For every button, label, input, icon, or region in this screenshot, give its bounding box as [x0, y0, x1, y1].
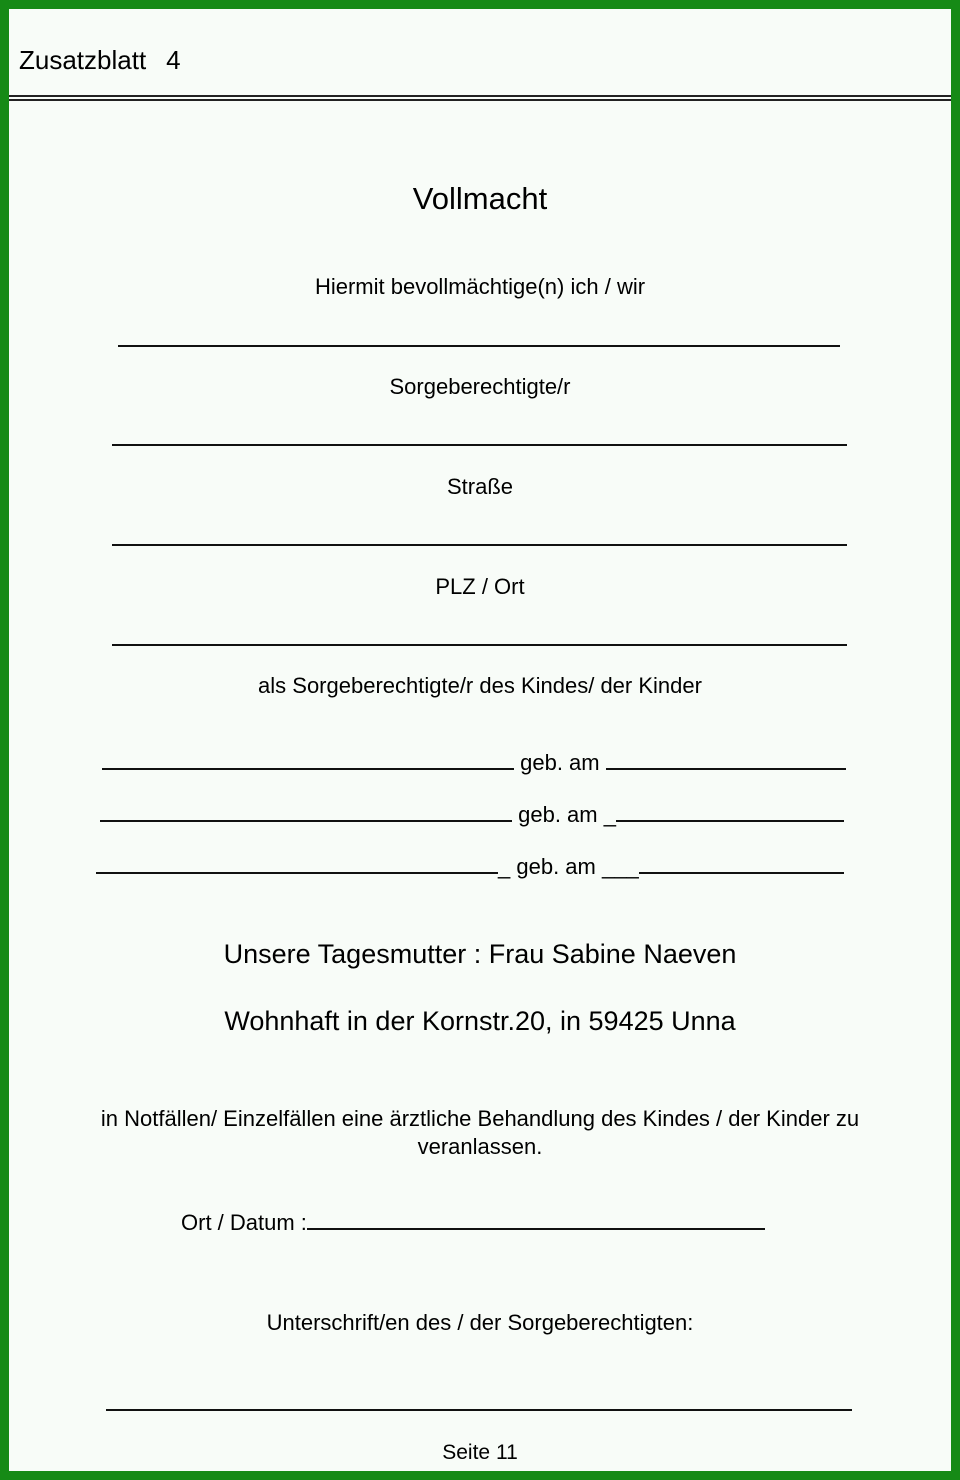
- birthdate-label: geb. am: [516, 854, 596, 879]
- document-title: Vollmacht: [412, 181, 548, 216]
- name-line[interactable]: [118, 345, 840, 347]
- authorization-text-2: veranlassen.: [417, 1134, 543, 1159]
- caregiver-line: Unsere Tagesmutter : Frau Sabine Naeven: [223, 939, 737, 969]
- child-name-field[interactable]: [96, 872, 498, 874]
- child-suffix: _: [498, 854, 511, 879]
- birthdate-field[interactable]: [616, 820, 844, 822]
- city-label: PLZ / Ort: [435, 574, 525, 599]
- guardian-label: Sorgeberechtigte/r: [389, 374, 571, 399]
- page-number: Seite 11: [442, 1441, 518, 1464]
- child-row-2: [100, 802, 844, 828]
- child-name-field[interactable]: [100, 820, 512, 822]
- street-label: Straße: [446, 474, 514, 499]
- as-guardian-text: als Sorgeberechtigte/r des Kindes/ der Kinder: [258, 673, 702, 698]
- child-row-3: [96, 854, 844, 880]
- child-row-1: [102, 750, 846, 776]
- authorization-text-1: in Notfällen/ Einzelfällen eine ärztliche Behandlung des Kindes / der Kinder zu: [100, 1106, 860, 1131]
- birthdate-field[interactable]: [606, 768, 846, 770]
- sheet-number: 4: [166, 45, 181, 75]
- street-line[interactable]: [112, 444, 847, 446]
- header-rule-top: [9, 95, 951, 97]
- children-line[interactable]: [112, 644, 847, 646]
- place-date-field[interactable]: [307, 1228, 765, 1230]
- place-date-label: Ort / Datum :: [181, 1210, 307, 1235]
- city-line[interactable]: [112, 544, 847, 546]
- birthdate-field[interactable]: [639, 872, 844, 874]
- birthdate-label: geb. am: [518, 802, 598, 827]
- sheet-label: Zusatzblatt: [19, 45, 147, 75]
- birthdate-label: geb. am: [520, 750, 600, 775]
- birthdate-prefix: _: [603, 802, 616, 827]
- address-line: Wohnhaft in der Kornstr.20, in 59425 Unna: [224, 1006, 736, 1036]
- sheet-header: [19, 45, 181, 76]
- place-date-row: [181, 1210, 765, 1236]
- header-rule-bottom: [9, 99, 951, 101]
- birthdate-prefix: ___: [602, 854, 639, 879]
- child-name-field[interactable]: [102, 768, 514, 770]
- signature-label: Unterschrift/en des / der Sorgeberechtigten:: [266, 1310, 694, 1335]
- signature-line[interactable]: [106, 1409, 852, 1411]
- intro-text: Hiermit bevollmächtige(n) ich / wir: [314, 274, 646, 299]
